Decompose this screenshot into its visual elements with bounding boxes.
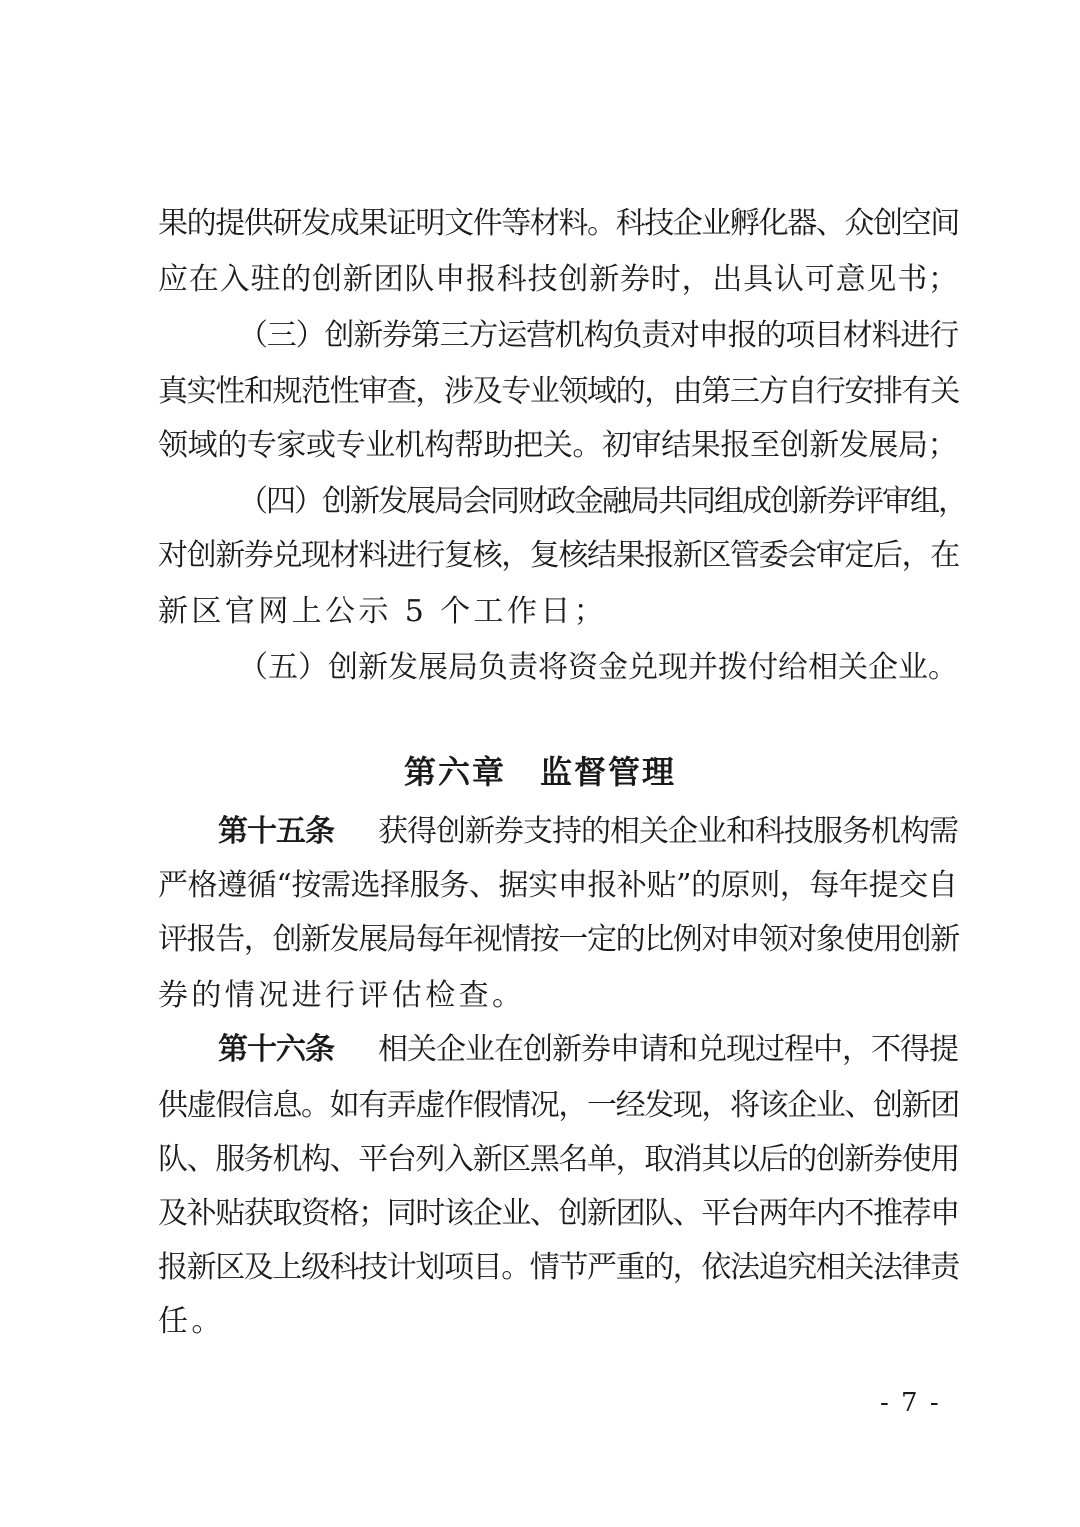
body-line: 果的提供研发成果证明文件等材料。科技企业孵化器、众创空间 <box>158 206 959 241</box>
body-line: 严格遵循“按需选择服务、据实申报补贴”的原则，每年提交自 <box>158 868 958 903</box>
article-text: 相关企业在创新券申请和兑现过程中，不得提 <box>378 1032 958 1067</box>
page-number: - 7 - <box>880 1388 941 1418</box>
body-line: 任。 <box>158 1304 225 1339</box>
article-label: 第十五条 <box>218 814 334 849</box>
body-line: 新区官网上公示 5 个工作日； <box>158 594 608 629</box>
article-text: 获得创新券支持的相关企业和科技服务机构需 <box>378 814 958 849</box>
body-line: 券的情况进行评估检查。 <box>158 978 526 1013</box>
body-line: 供虚假信息。如有弄虚作假情况，一经发现，将该企业、创新团 <box>158 1088 959 1123</box>
body-line: （五）创新发展局负责将资金兑现并拨付给相关企业。 <box>238 650 958 685</box>
body-line: 报新区及上级科技计划项目。情节严重的，依法追究相关法律责 <box>158 1250 959 1285</box>
body-line: （四）创新发展局会同财政金融局共同组成创新券评审组， <box>238 484 966 519</box>
article-16-first-line <box>218 1030 958 1070</box>
body-line: 领域的专家或专业机构帮助把关。初审结果报至创新发展局； <box>158 428 958 463</box>
body-line: 评报告，创新发展局每年视情按一定的比例对申领对象使用创新 <box>158 922 959 957</box>
body-line: （三）创新券第三方运营机构负责对申报的项目材料进行 <box>238 318 958 353</box>
body-line: 及补贴获取资格；同时该企业、创新团队、平台两年内不推荐申 <box>158 1196 959 1231</box>
body-line: 应在入驻的创新团队申报科技创新券时，出具认可意见书； <box>158 262 959 297</box>
body-line: 对创新券兑现材料进行复核，复核结果报新区管委会审定后，在 <box>158 538 959 573</box>
article-label: 第十六条 <box>218 1032 334 1067</box>
body-line: 队、服务机构、平台列入新区黑名单，取消其以后的创新券使用 <box>158 1142 959 1177</box>
article-15-first-line <box>218 812 958 852</box>
chapter-heading: 第六章 监督管理 <box>403 753 676 791</box>
body-line: 真实性和规范性审查，涉及专业领域的，由第三方自行安排有关 <box>158 374 959 409</box>
